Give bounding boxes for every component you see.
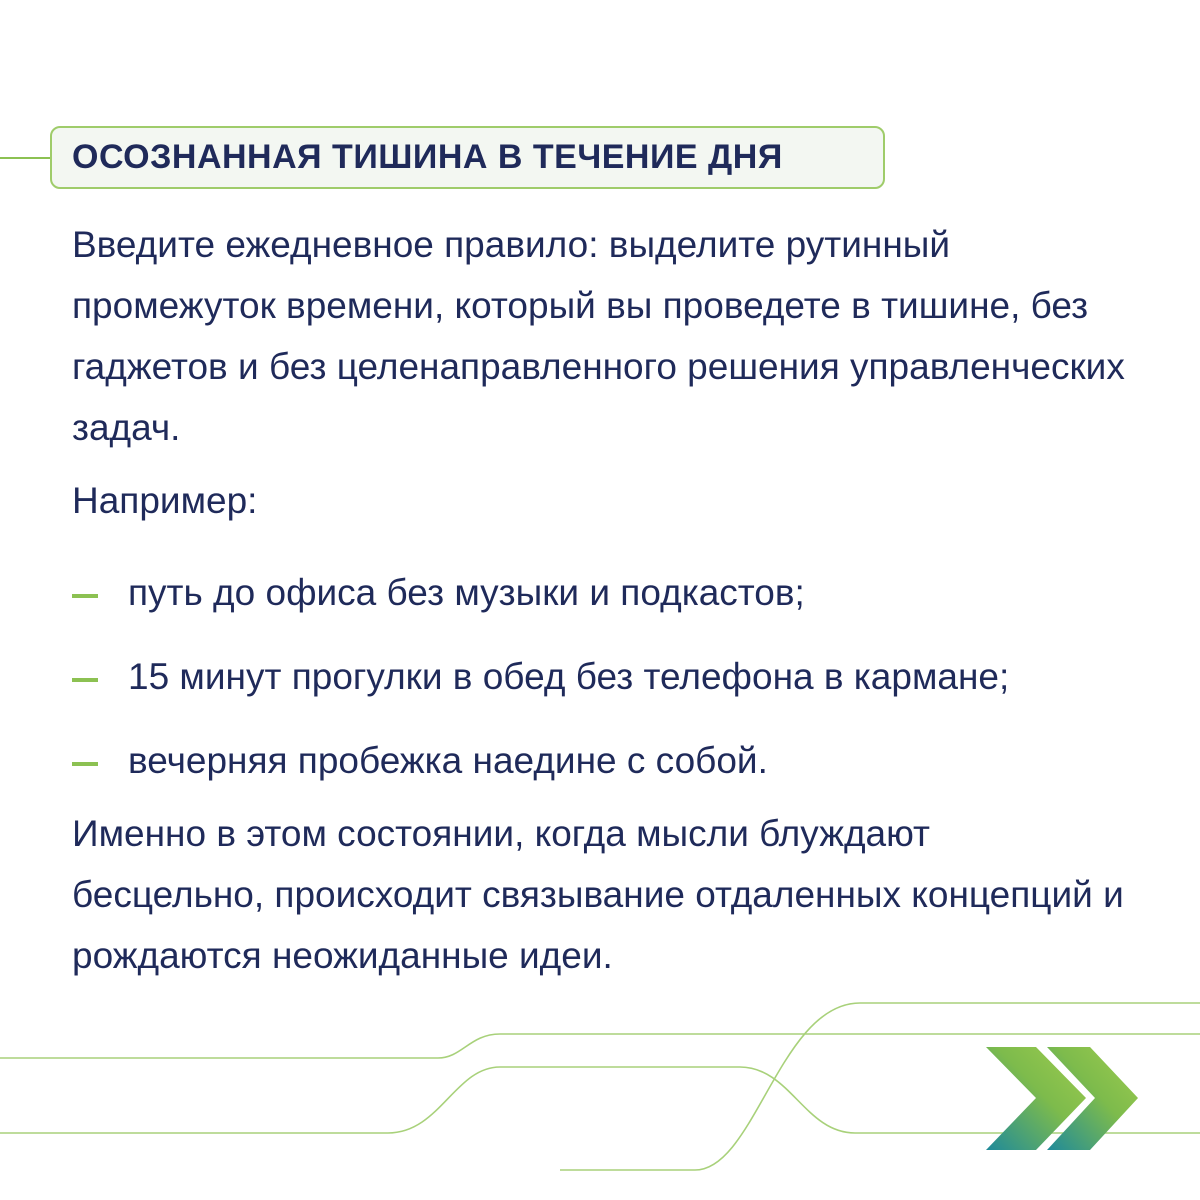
- decor-line: [0, 1034, 1200, 1058]
- examples-label: Например:: [72, 480, 258, 521]
- list-item: [72, 551, 1152, 635]
- double-chevron-right-icon: [986, 1047, 1138, 1150]
- green-dash-icon: [72, 594, 98, 598]
- list-item: [72, 635, 1152, 719]
- title-connector-line: [0, 157, 52, 159]
- title-badge: [50, 126, 885, 189]
- decor-line: [0, 1067, 1200, 1133]
- conclusion-paragraph: Именно в этом состоянии, когда мысли блуждают бесцельно, происходит связывание отдаленных концепций и рождаются неожиданные идеи.: [72, 813, 1124, 976]
- intro-paragraph: Введите ежедневное правило: выделите рутинный промежуток времени, который вы проведете в тишине, без гаджетов и без целенаправленного решения управленческих задач.: [72, 224, 1125, 448]
- green-dash-icon: [72, 678, 98, 682]
- list-item-text: путь до офиса без музыки и подкастов;: [128, 572, 805, 613]
- list-item-text: 15 минут прогулки в обед без телефона в кармане;: [128, 656, 1010, 697]
- list-item-text: вечерняя пробежка наедине с собой.: [128, 740, 768, 781]
- page-title: ОСОЗНАННАЯ ТИШИНА В ТЕЧЕНИЕ ДНЯ: [72, 138, 783, 176]
- decor-line: [560, 1003, 1200, 1170]
- examples-list: [72, 551, 1152, 803]
- list-item: [72, 719, 1152, 803]
- green-dash-icon: [72, 762, 98, 766]
